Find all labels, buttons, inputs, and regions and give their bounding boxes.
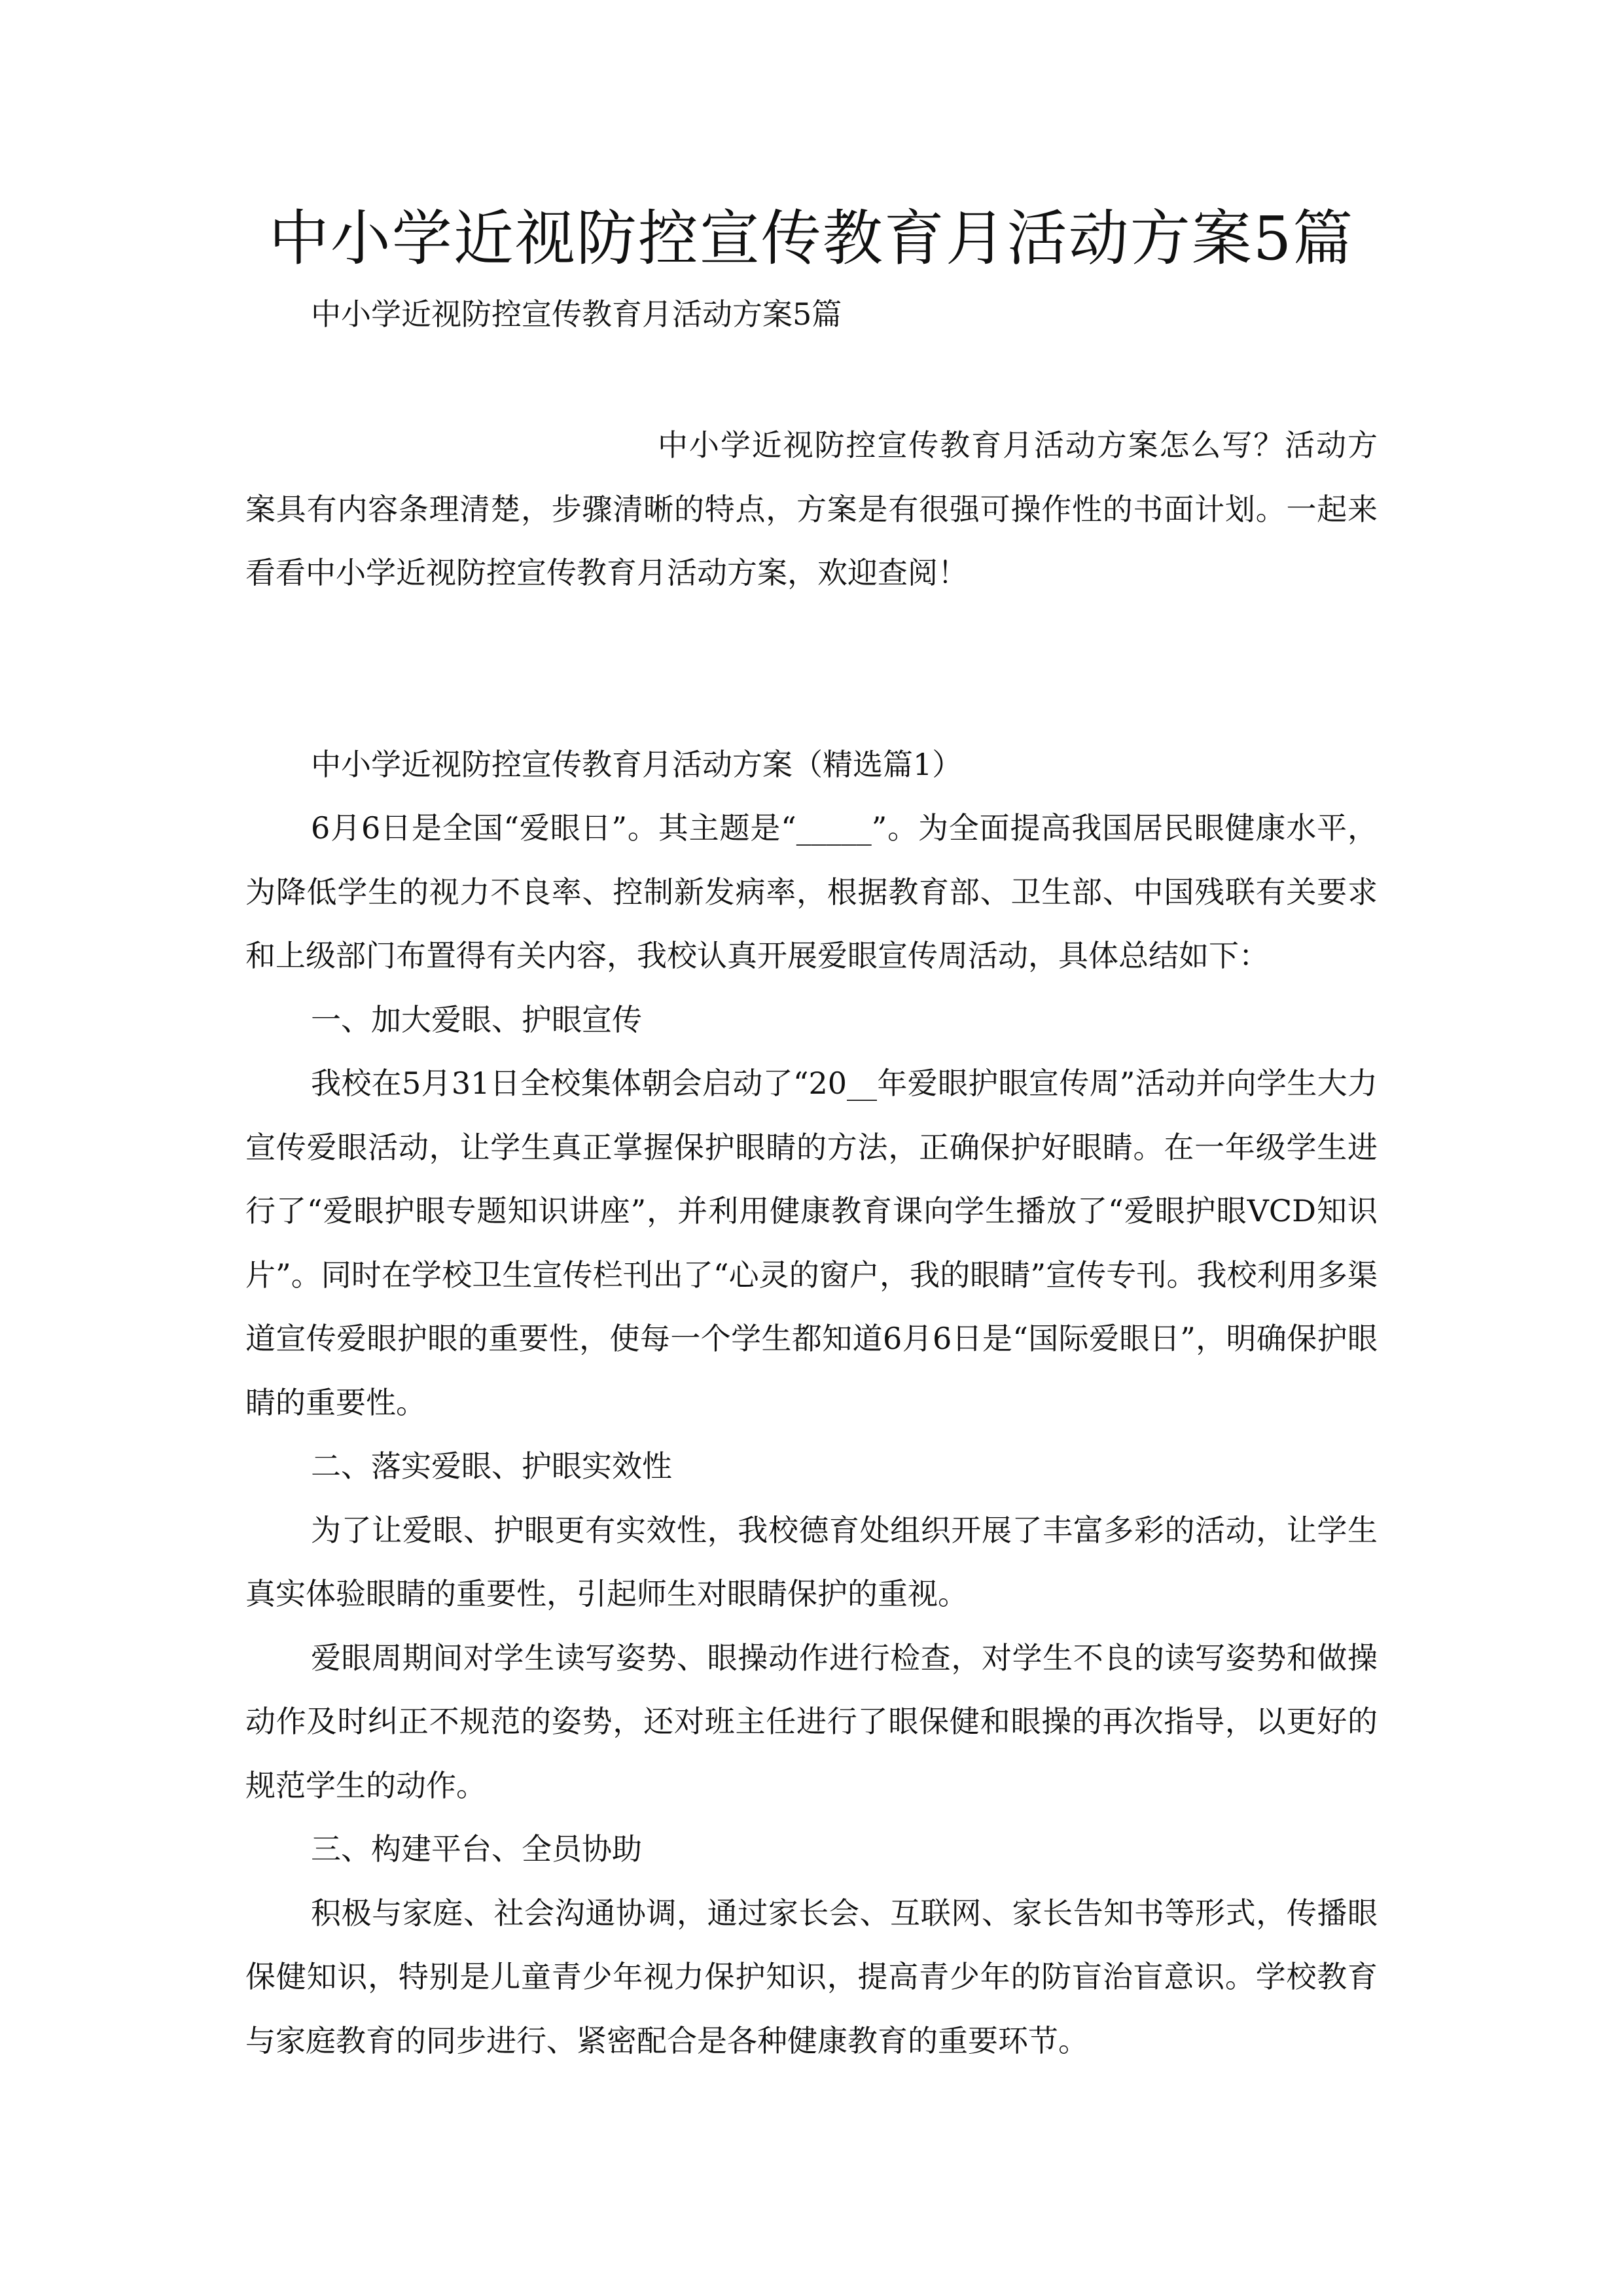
body-paragraph: 爱眼周期间对学生读写姿势、眼操动作进行检查，对学生不良的读写姿势和做操动作及时纠正不规范的姿势，还对班主任进行了眼保健和眼操的再次指导，以更好的规范学生的动作。	[245, 1640, 1378, 1803]
document-body	[245, 414, 1378, 2073]
section-title-article-1: 中小学近视防控宣传教育月活动方案（精选篇1）	[311, 746, 963, 782]
section-heading-3: 三、构建平台、全员协助	[311, 1831, 642, 1867]
document-subtitle: 中小学近视防控宣传教育月活动方案5篇	[311, 296, 842, 332]
body-paragraph: 为了让爱眼、护眼更有实效性，我校德育处组织开展了丰富多彩的活动，让学生真实体验眼睛的重要性，引起师生对眼睛保护的重视。	[245, 1512, 1378, 1611]
section-heading-2: 二、落实爱眼、护眼实效性	[311, 1448, 672, 1484]
body-paragraph: 6月6日是全国“爱眼日”。其主题是“_____”。为全面提高我国居民眼健康水平，为降低学生的视力不良率、控制新发病率，根据教育部、卫生部、中国残联有关要求和上级部门布置得有关内容，我校认真开展爱眼宣传周活动，具体总结如下：	[245, 810, 1378, 973]
paragraph-gap	[245, 605, 1378, 733]
section-heading-1: 一、加大爱眼、护眼宣传	[311, 1001, 642, 1037]
body-paragraph: 我校在5月31日全校集体朝会启动了“20__年爱眼护眼宣传周”活动并向学生大力宣传爱眼活动，让学生真正掌握保护眼睛的方法，正确保护好眼睛。在一年级学生进行了“爱眼护眼专题知识讲座”，并利用健康教育课向学生播放了“爱眼护眼VCD知识片”。同时在学校卫生宣传栏刊出了“心灵的窗户，我的眼睛”宣传专刊。我校利用多渠道宣传爱眼护眼的重要性，使每一个学生都知道6月6日是“国际爱眼日”，明确保护眼睛的重要性。	[245, 1066, 1378, 1420]
body-paragraph: 积极与家庭、社会沟通协调，通过家长会、互联网、家长告知书等形式，传播眼保健知识，特别是儿童青少年视力保护知识，提高青少年的防盲治盲意识。学校教育与家庭教育的同步进行、紧密配合是各种健康教育的重要环节。	[245, 1895, 1378, 2058]
intro-paragraph: 中小学近视防控宣传教育月活动方案怎么写？活动方案具有内容条理清楚，步骤清晰的特点，方案是有很强可操作性的书面计划。一起来看看中小学近视防控宣传教育月活动方案，欢迎查阅！	[245, 427, 1378, 590]
document-title: 中小学近视防控宣传教育月活动方案5篇	[268, 204, 1355, 274]
